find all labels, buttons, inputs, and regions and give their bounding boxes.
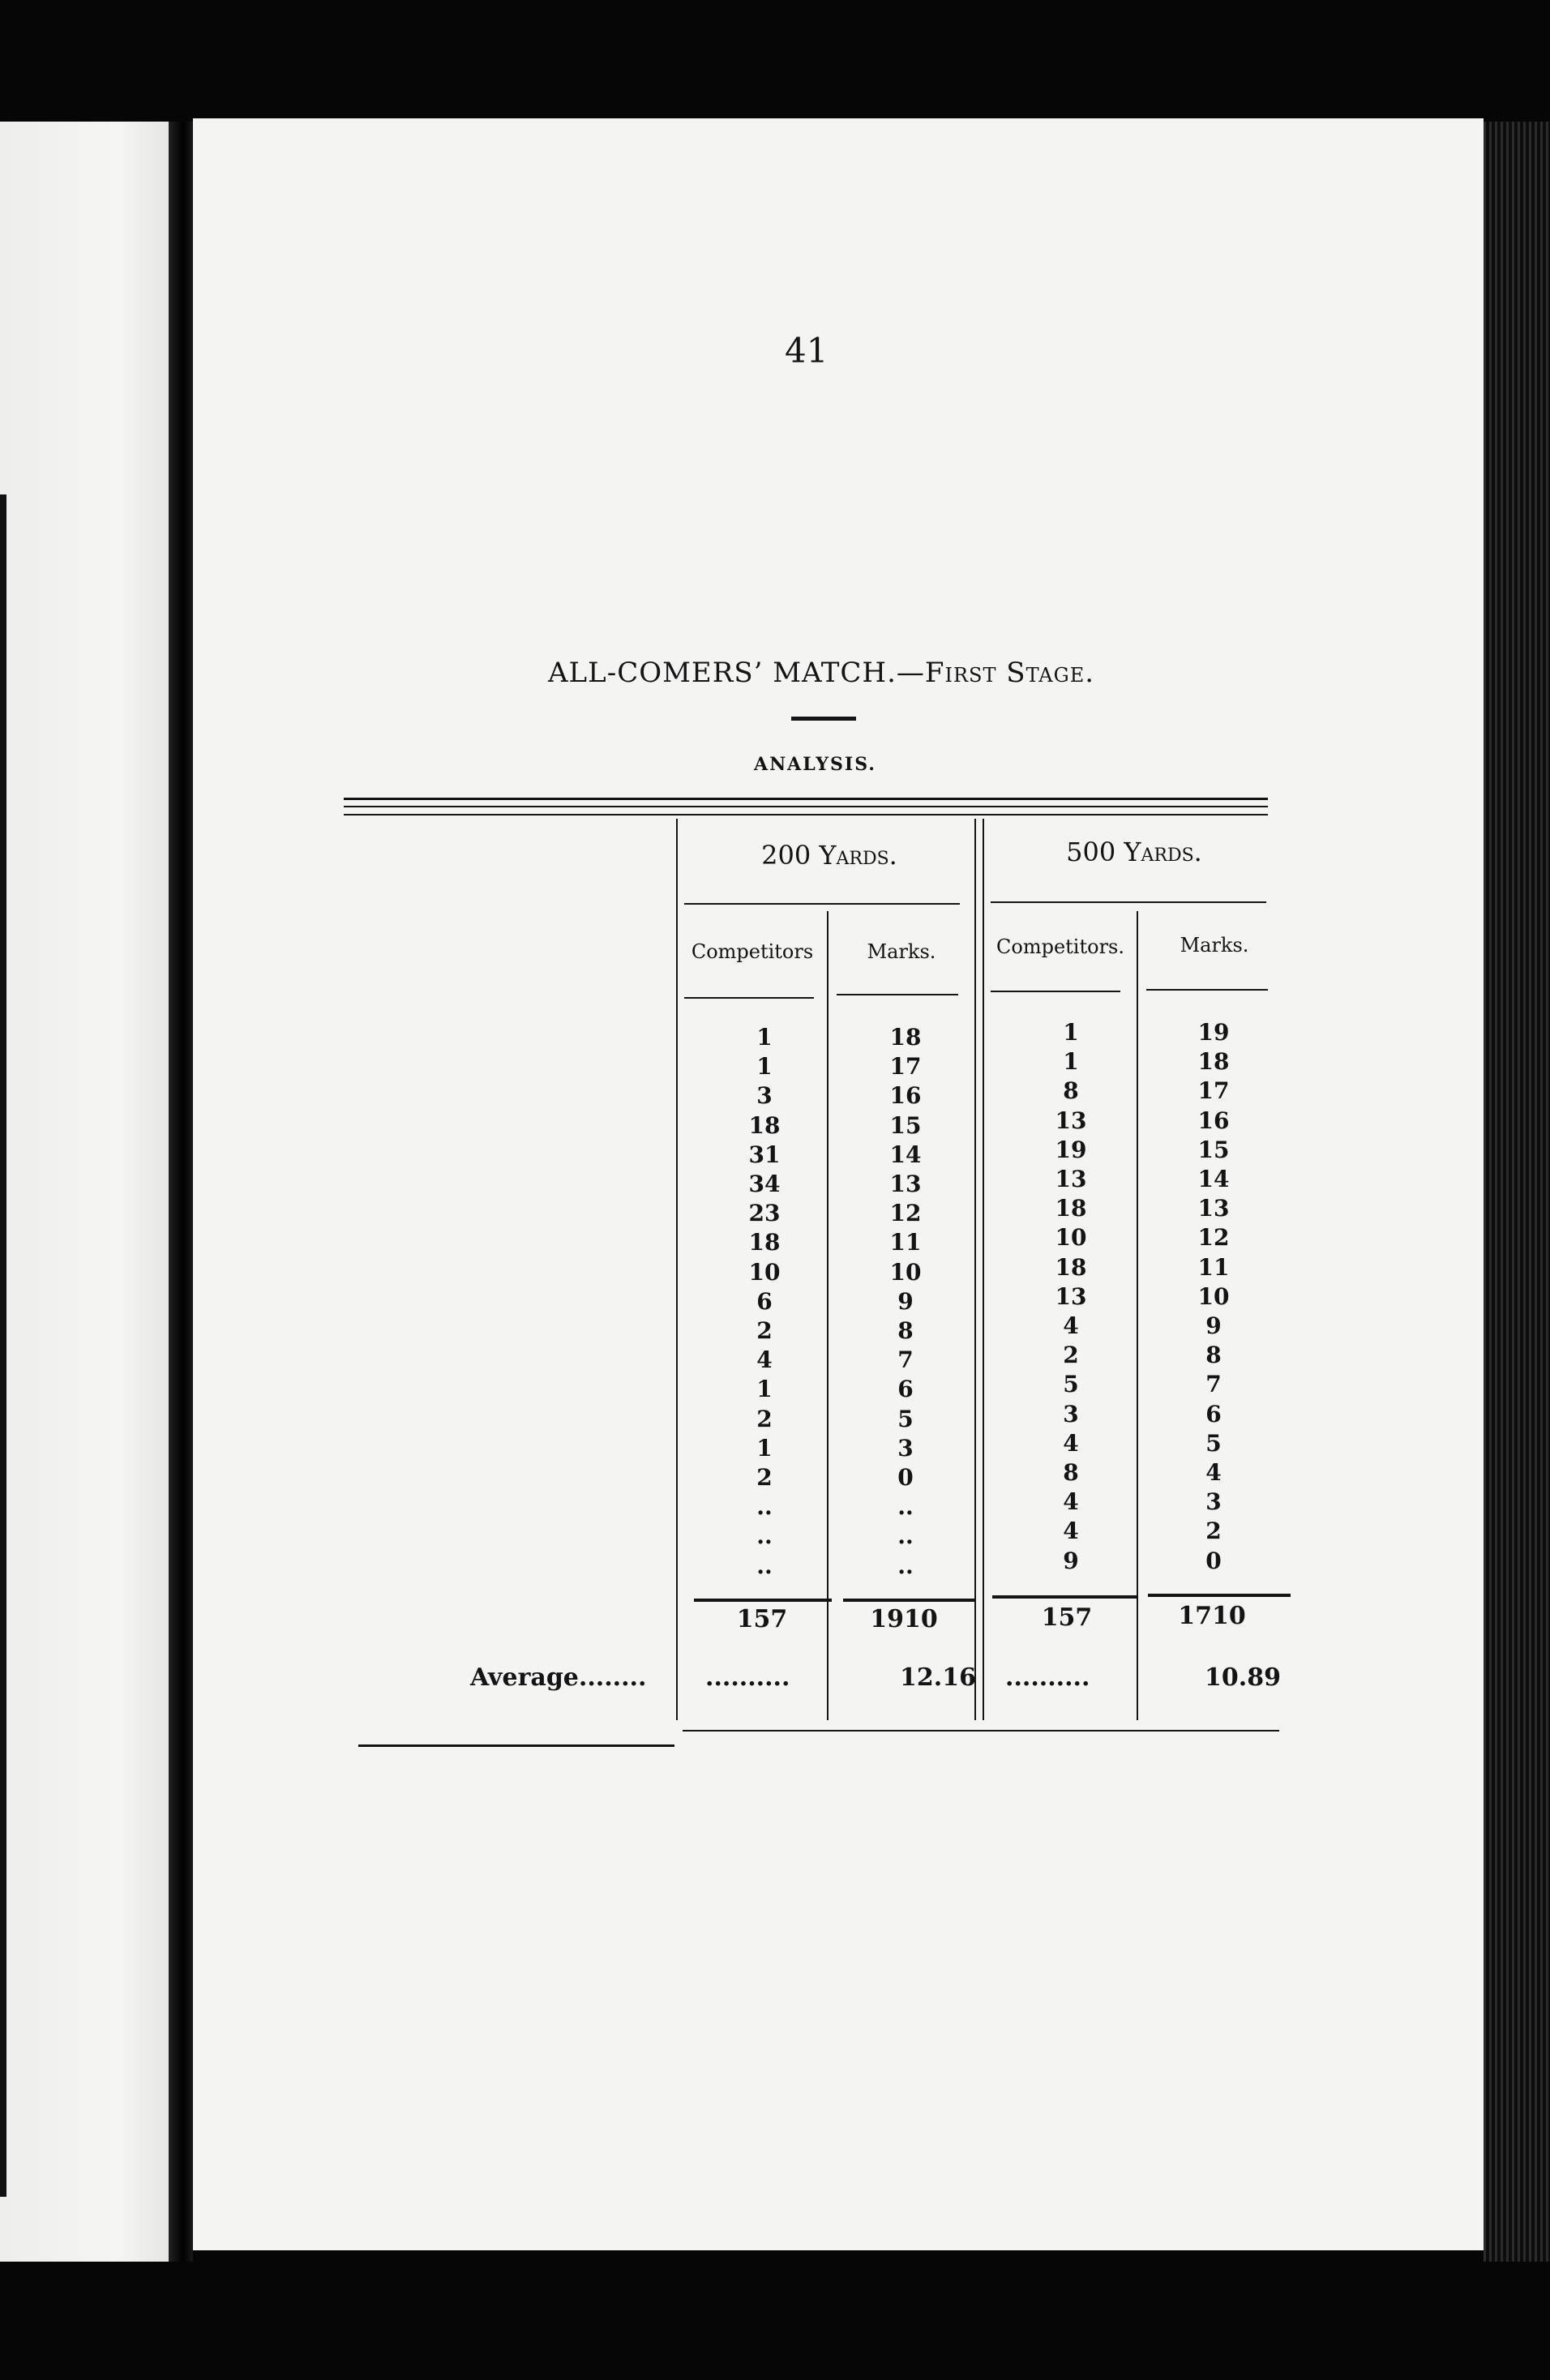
- col-header-marks-500: Marks.: [1180, 934, 1249, 957]
- table-cell: 23: [748, 1200, 781, 1227]
- table-cell: 15: [889, 1111, 922, 1139]
- table-cell: 2: [756, 1317, 773, 1345]
- table-cell: 3: [1205, 1488, 1222, 1516]
- table-cell: 10: [1055, 1224, 1087, 1252]
- column-marks-500: [1177, 1018, 1250, 1576]
- table-bottom-rule-left: [358, 1744, 674, 1747]
- table-cell: 5: [1063, 1371, 1079, 1398]
- title-rule: [791, 717, 856, 721]
- table-cell: 10: [889, 1258, 922, 1286]
- table-cell: 10: [748, 1258, 781, 1286]
- subhead-rule-1: [684, 997, 814, 999]
- table-cell: 3: [897, 1434, 914, 1462]
- table-top-rule: [344, 798, 1268, 800]
- table-cell: 4: [1063, 1312, 1079, 1340]
- table-cell: 18: [1055, 1253, 1087, 1281]
- average-leader-500: ..........: [1005, 1663, 1090, 1692]
- table-cell: 4: [1063, 1429, 1079, 1457]
- table-cell: 13: [1197, 1195, 1230, 1222]
- group-200-rule: [684, 903, 960, 905]
- table-cell: 4: [1063, 1517, 1079, 1545]
- table-cell: 17: [889, 1053, 922, 1081]
- table-cell: 13: [1055, 1282, 1087, 1310]
- page-number: 41: [785, 331, 829, 370]
- table-cell: 2: [756, 1464, 773, 1492]
- table-cell: 10: [1197, 1282, 1230, 1310]
- table-cell: 4: [1205, 1459, 1222, 1487]
- table-cell: ..: [897, 1493, 914, 1521]
- group-500-rule: [991, 901, 1266, 903]
- table-cell: 8: [1063, 1077, 1079, 1105]
- average-value-500: 10.89: [1205, 1663, 1281, 1692]
- table-cell: 19: [1055, 1136, 1087, 1163]
- subhead-rule-2: [837, 994, 958, 995]
- stub-divider: [676, 819, 678, 1720]
- table-cell: 14: [889, 1141, 922, 1168]
- total-rule-3: [992, 1595, 1138, 1599]
- total-rule-4: [1148, 1594, 1291, 1597]
- table-cell: 13: [1055, 1166, 1087, 1193]
- col-header-competitors-200: Competitors: [691, 940, 814, 963]
- table-cell: 9: [897, 1287, 914, 1315]
- average-label: Average........: [470, 1663, 647, 1692]
- table-cell: 2: [756, 1405, 773, 1432]
- page-title: [548, 657, 1094, 689]
- table-cell: 1: [756, 1024, 773, 1051]
- table-cell: 18: [748, 1111, 781, 1139]
- column-competitors-500: [1034, 1018, 1107, 1576]
- column-competitors-200: [728, 1023, 801, 1581]
- total-rule-2: [843, 1599, 976, 1602]
- book-gutter: [169, 122, 193, 2262]
- table-cell: 8: [1205, 1342, 1222, 1369]
- table-top-rule-3: [344, 814, 1268, 815]
- group-header-200: 200 Yards.: [761, 840, 897, 871]
- table-cell: 1: [1063, 1048, 1079, 1076]
- table-cell: 5: [897, 1405, 914, 1432]
- total-rule-1: [694, 1599, 832, 1602]
- column-marks-200: [869, 1023, 942, 1581]
- table-cell: 31: [748, 1141, 781, 1168]
- table-cell: 11: [1197, 1253, 1230, 1281]
- col-header-competitors-500: Competitors.: [996, 935, 1124, 958]
- table-cell: 18: [1197, 1048, 1230, 1076]
- subhead-rule-3: [991, 991, 1120, 992]
- table-cell: 9: [1063, 1547, 1079, 1574]
- table-cell: 18: [748, 1229, 781, 1256]
- total-marks-200: 1910: [870, 1605, 938, 1633]
- table-cell: 7: [1205, 1371, 1222, 1398]
- table-cell: 6: [897, 1376, 914, 1403]
- table-cell: 6: [756, 1287, 773, 1315]
- total-competitors-200: 157: [736, 1605, 788, 1633]
- col-header-marks-200: Marks.: [867, 940, 936, 963]
- table-cell: 19: [1197, 1019, 1230, 1046]
- table-cell: 1: [756, 1053, 773, 1081]
- table-cell: 16: [1197, 1107, 1230, 1134]
- table-cell: 18: [889, 1024, 922, 1051]
- table-cell: 16: [889, 1082, 922, 1110]
- table-cell: 13: [1055, 1107, 1087, 1134]
- table-cell: 4: [756, 1346, 773, 1374]
- facing-page-left: [0, 122, 169, 2262]
- table-cell: 1: [756, 1376, 773, 1403]
- table-cell: 7: [897, 1346, 914, 1374]
- total-marks-500: 1710: [1178, 1602, 1246, 1630]
- total-competitors-500: 157: [1041, 1603, 1093, 1632]
- table-cell: 2: [1063, 1342, 1079, 1369]
- table-cell: 5: [1205, 1429, 1222, 1457]
- table-cell: 18: [1055, 1195, 1087, 1222]
- table-cell: 1: [1063, 1019, 1079, 1046]
- subhead-rule-4: [1146, 989, 1268, 991]
- average-leader-200: ..........: [705, 1663, 790, 1692]
- table-cell: 11: [889, 1229, 922, 1256]
- table-cell: 12: [889, 1200, 922, 1227]
- title-main: ALL-COMERS’ MATCH.—: [548, 657, 925, 689]
- book-page: [193, 118, 1484, 2250]
- scan-border-top: [0, 0, 1550, 122]
- table-cell: 9: [1205, 1312, 1222, 1340]
- table-cell: 13: [889, 1171, 922, 1198]
- table-cell: 15: [1197, 1136, 1230, 1163]
- table-cell: 6: [1205, 1400, 1222, 1428]
- table-cell: 17: [1197, 1077, 1230, 1105]
- analysis-heading: ANALYSIS.: [754, 754, 876, 775]
- table-cell: 1: [756, 1434, 773, 1462]
- table-cell: 3: [1063, 1400, 1079, 1428]
- table-cell: 0: [1205, 1547, 1222, 1574]
- table-cell: ..: [897, 1522, 914, 1550]
- table-top-rule-2: [344, 806, 1268, 807]
- title-stage: First Stage.: [924, 657, 1095, 689]
- group-divider-a: [974, 819, 976, 1720]
- scan-border-bottom: [0, 2262, 1550, 2380]
- table-cell: 14: [1197, 1166, 1230, 1193]
- table-cell: 8: [1063, 1459, 1079, 1487]
- table-cell: ..: [897, 1552, 914, 1579]
- table-cell: 8: [897, 1317, 914, 1345]
- average-value-200: 12.16: [900, 1663, 976, 1692]
- table-cell: 4: [1063, 1488, 1079, 1516]
- table-bottom-rule-right: [683, 1730, 1279, 1731]
- col-divider-500: [1137, 911, 1138, 1720]
- group-header-500: 500 Yards.: [1066, 837, 1202, 867]
- facing-page-rule: [0, 494, 6, 2197]
- table-cell: 3: [756, 1082, 773, 1110]
- table-cell: ..: [756, 1552, 773, 1579]
- table-cell: 34: [748, 1171, 781, 1198]
- page-edges: [1484, 122, 1550, 2262]
- table-cell: ..: [756, 1522, 773, 1550]
- table-cell: 12: [1197, 1224, 1230, 1252]
- table-cell: 2: [1205, 1517, 1222, 1545]
- table-cell: ..: [756, 1493, 773, 1521]
- table-cell: 0: [897, 1464, 914, 1492]
